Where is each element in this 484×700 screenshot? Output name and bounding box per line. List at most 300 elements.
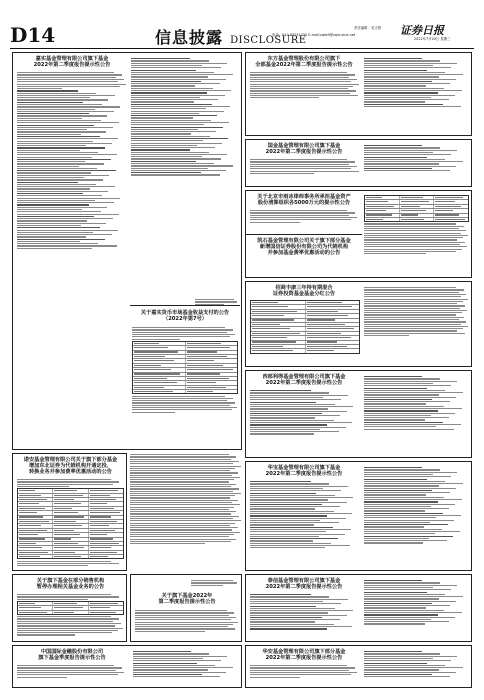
notice-body xyxy=(132,326,238,414)
text-line xyxy=(364,335,409,336)
cell-text-line xyxy=(54,552,75,553)
fund-list-line xyxy=(17,99,108,100)
cell-text-line xyxy=(134,347,168,348)
fund-list-line xyxy=(250,493,316,494)
notice-body-left xyxy=(250,209,360,224)
fund-list-line xyxy=(17,113,89,114)
table-cell xyxy=(18,516,53,519)
text-line xyxy=(364,299,468,300)
cell-text-line xyxy=(134,378,167,379)
notice-header-lines xyxy=(191,579,239,587)
table-cell xyxy=(434,209,468,212)
text-line xyxy=(17,616,111,617)
cell-text-line xyxy=(252,328,290,329)
fund-list-line xyxy=(364,147,440,148)
fund-list-line xyxy=(17,161,85,162)
text-line xyxy=(17,599,88,600)
fund-list-line xyxy=(364,157,427,158)
text-line xyxy=(17,84,126,85)
fund-list-line xyxy=(131,63,227,64)
header-rule xyxy=(10,48,474,49)
fund-list-line xyxy=(131,106,230,107)
table-cell xyxy=(18,511,53,514)
fund-list-line xyxy=(250,610,353,611)
fund-list-line xyxy=(364,413,455,414)
fund-list-line xyxy=(250,612,328,613)
text-line xyxy=(364,242,465,243)
fund-list-line xyxy=(250,411,347,412)
text-line xyxy=(130,493,241,494)
fund-list-line xyxy=(17,163,104,164)
table-cell xyxy=(89,546,123,549)
fund-list-line xyxy=(364,70,427,71)
fund-list-line xyxy=(133,658,203,659)
text-line xyxy=(250,88,348,89)
cell-text-line xyxy=(187,382,217,383)
cell-text-line xyxy=(90,547,111,548)
fund-list-line xyxy=(250,536,319,537)
table-grid xyxy=(17,601,124,615)
fund-list-line xyxy=(17,232,93,233)
fund-list-line xyxy=(364,506,431,507)
text-line xyxy=(364,321,466,322)
page-number: D14 xyxy=(10,23,56,47)
fund-list-line xyxy=(364,476,451,477)
fund-list-line xyxy=(250,601,323,602)
table-cell xyxy=(251,332,306,335)
cell-text-line xyxy=(90,534,107,535)
text-block xyxy=(195,299,239,305)
fund-list-line xyxy=(131,136,210,137)
text-line xyxy=(130,491,233,492)
notice-body-right xyxy=(364,579,469,626)
fund-list-line xyxy=(17,102,83,103)
table-cell xyxy=(133,351,186,354)
text-line xyxy=(250,159,347,160)
fund-list-line xyxy=(17,145,86,146)
text-line xyxy=(130,497,230,498)
table-cell xyxy=(186,373,238,376)
table-cell xyxy=(18,551,53,554)
cell-text-line xyxy=(19,538,45,539)
table-cell xyxy=(133,368,186,371)
text-block xyxy=(250,159,360,174)
cell-text-line xyxy=(90,508,114,509)
fund-list-line xyxy=(364,585,457,586)
cell-text-line xyxy=(19,512,37,513)
text-line xyxy=(135,624,233,625)
fund-list-line xyxy=(250,481,311,482)
cell-text-line xyxy=(19,503,39,504)
cell-text-line xyxy=(366,219,383,220)
fund-list-line xyxy=(364,469,440,470)
text-line xyxy=(135,610,227,611)
table-cell xyxy=(434,205,468,208)
fund-list-line xyxy=(131,60,209,61)
fund-list-line xyxy=(131,115,217,116)
table-cell xyxy=(133,377,186,380)
fund-list-line xyxy=(364,499,462,500)
fund-list-line xyxy=(131,101,194,102)
text-line xyxy=(364,294,466,295)
table-cell xyxy=(53,546,88,549)
text-line xyxy=(130,475,232,476)
cell-text-line xyxy=(307,350,334,351)
table-cell xyxy=(18,533,53,536)
fund-list-line xyxy=(364,485,439,486)
notice-body xyxy=(135,609,239,633)
fund-list xyxy=(364,651,469,677)
cell-text-line xyxy=(90,499,116,500)
fund-list-line xyxy=(364,150,457,151)
table-cell xyxy=(18,498,53,501)
cell-text-line xyxy=(134,373,180,374)
notice-title: 嘉实基金管理有限公司旗下基金 2022年第二季度报告提示性公告 xyxy=(33,56,111,69)
fund-list-line xyxy=(131,104,212,105)
fund-table xyxy=(17,601,124,615)
fund-list-line xyxy=(364,106,461,107)
table-cell xyxy=(53,494,88,497)
table-cell xyxy=(251,319,306,322)
fund-list-line xyxy=(17,200,95,201)
fund-list-line xyxy=(250,417,315,418)
table-cell xyxy=(53,511,88,514)
contact-line: 电话：010-83251730 E-mail:zqrb9@zqrb.sina.net xyxy=(272,33,356,37)
fund-list-line xyxy=(250,406,353,407)
text-line xyxy=(130,472,238,473)
text-line xyxy=(135,617,236,618)
fund-list-line xyxy=(250,626,352,627)
text-line xyxy=(17,79,124,80)
table-cell xyxy=(18,602,53,605)
text-line xyxy=(132,405,230,406)
fund-list-line xyxy=(131,145,197,146)
table-cell xyxy=(133,386,186,389)
cell-text-line xyxy=(401,197,423,198)
text-block xyxy=(17,665,127,678)
cell-text-line xyxy=(187,360,214,361)
notice-title: 西部利得基金管理有限公司旗下基金 2022年第二季度报告提示性公告 xyxy=(262,374,346,387)
fund-list-line xyxy=(364,490,432,491)
fund-list-line xyxy=(131,163,214,164)
fund-list-line xyxy=(364,483,463,484)
fund-list-line xyxy=(364,159,445,160)
fund-list-line xyxy=(364,526,424,527)
text-block xyxy=(135,610,239,632)
fund-list-line xyxy=(250,502,347,503)
notice-yubing-law-firm xyxy=(245,190,472,278)
fund-list-line xyxy=(250,427,346,428)
text-line xyxy=(250,164,349,165)
fund-list-line xyxy=(364,472,457,473)
fund-list-line xyxy=(250,392,329,393)
fund-list-line xyxy=(17,234,112,235)
fund-list-line xyxy=(250,540,313,541)
table-cell xyxy=(186,386,238,389)
text-line xyxy=(130,532,240,533)
fund-list-line xyxy=(364,90,462,91)
text-line xyxy=(250,670,349,671)
cell-text-line xyxy=(19,525,41,526)
fund-list-line xyxy=(131,172,201,173)
notice-body-left xyxy=(17,664,127,679)
table-grid xyxy=(17,488,124,559)
notice-taixin-q2-report xyxy=(245,574,472,642)
text-block xyxy=(191,580,239,586)
fund-list-line xyxy=(131,131,216,132)
text-line xyxy=(364,303,457,304)
table-cell xyxy=(306,310,360,313)
fund-list-line xyxy=(131,70,196,71)
fund-list-line xyxy=(250,524,314,525)
text-line xyxy=(364,312,462,313)
table-cell xyxy=(53,538,88,541)
text-line xyxy=(130,518,233,519)
fund-list-line xyxy=(131,74,233,75)
fund-list-line xyxy=(364,406,444,407)
fund-list-line xyxy=(17,136,100,137)
notice-body-right xyxy=(133,650,239,678)
text-line xyxy=(250,665,347,666)
fund-list-line xyxy=(364,605,450,606)
cell-text-line xyxy=(90,538,113,539)
date-line: 2022年7月20日 星期三 xyxy=(414,37,451,41)
table-cell xyxy=(18,546,53,549)
section-title-cn: 信息披露 xyxy=(155,28,224,47)
text-line xyxy=(130,454,229,455)
fund-list-line xyxy=(17,241,80,242)
editor-line: 责任编辑：吴文婷 xyxy=(354,26,382,30)
text-line xyxy=(135,612,234,613)
text-block xyxy=(17,72,127,89)
text-line xyxy=(130,456,236,457)
text-line xyxy=(250,168,351,169)
text-line xyxy=(130,541,231,542)
fund-list-line xyxy=(131,92,207,93)
fund-list-line xyxy=(17,214,119,215)
text-block xyxy=(250,210,360,223)
text-line xyxy=(364,326,468,327)
table-cell xyxy=(186,346,238,349)
fund-list-line xyxy=(364,515,461,516)
fund-list-line xyxy=(250,545,350,546)
fund-list-line xyxy=(17,191,108,192)
text-line xyxy=(135,631,205,632)
fund-list-line xyxy=(364,403,426,404)
notice-title: 关于旗下基金2022年 第二季度报告提示性公告 xyxy=(158,593,216,606)
fund-list-line xyxy=(133,660,221,661)
fund-list-line xyxy=(250,603,341,604)
fund-list-line xyxy=(364,651,422,652)
fund-list-line xyxy=(131,90,231,91)
cell-text-line xyxy=(134,343,159,344)
table-cell xyxy=(306,327,360,330)
fund-list-line xyxy=(131,165,233,166)
fund-list-line xyxy=(364,536,453,537)
notice-suspend-sales-agents xyxy=(12,574,127,642)
table-cell xyxy=(53,524,88,527)
fund-list-line xyxy=(131,117,193,118)
table-cell xyxy=(89,606,123,609)
fund-list-line xyxy=(131,79,226,80)
notice-dongfang-q2-report xyxy=(245,52,472,136)
table-cell xyxy=(18,529,53,532)
table-cell xyxy=(53,533,88,536)
fund-list-line xyxy=(364,168,432,169)
fund-list-line xyxy=(17,230,118,231)
cell-text-line xyxy=(252,346,283,347)
table-cell xyxy=(306,336,360,339)
fund-list-line xyxy=(17,243,98,244)
cell-text-line xyxy=(435,206,461,207)
table-cell xyxy=(251,314,306,317)
cell-text-line xyxy=(90,503,108,504)
table-cell xyxy=(251,301,306,304)
cell-text-line xyxy=(134,356,165,357)
text-line xyxy=(17,621,113,622)
fund-list-line xyxy=(131,154,227,155)
text-line xyxy=(130,468,235,469)
text-line xyxy=(250,667,355,668)
table-cell xyxy=(400,205,435,208)
fund-list-line xyxy=(364,397,456,398)
fund-list-line xyxy=(131,81,201,82)
cell-text-line xyxy=(19,490,35,491)
fund-list-line xyxy=(250,513,352,514)
fund-list-line xyxy=(17,179,103,180)
notice-title: 诺安基金管理有限公司关于旗下部分基金 增加东北证券为代销机构开通定投、 转换业务并参加费率优惠活动的公告 xyxy=(23,457,118,476)
fund-list-line xyxy=(133,667,233,668)
fund-list-line xyxy=(364,58,422,59)
fund-list-line xyxy=(17,152,98,153)
fund-list-line xyxy=(364,65,433,66)
notice-body-left xyxy=(250,664,360,679)
fund-list-line xyxy=(250,413,322,414)
fund-list-line xyxy=(17,154,117,155)
text-line xyxy=(250,90,356,91)
cell-text-line xyxy=(134,382,177,383)
fund-list-line xyxy=(250,619,340,620)
fund-list-line xyxy=(364,170,450,171)
text-line xyxy=(130,486,231,487)
fund-list-line xyxy=(364,522,430,523)
text-line xyxy=(130,502,232,503)
fund-list xyxy=(250,390,360,435)
fund-list xyxy=(133,651,239,677)
cell-text-line xyxy=(401,214,418,215)
fund-list-line xyxy=(364,612,462,613)
table-cell xyxy=(18,606,53,609)
table-cell xyxy=(306,305,360,308)
cell-text-line xyxy=(19,534,38,535)
cell-text-line xyxy=(90,612,116,613)
fund-list-line xyxy=(364,399,432,400)
text-line xyxy=(17,630,118,631)
fund-list-line xyxy=(17,170,116,171)
fund-list-line xyxy=(364,517,436,518)
text-line xyxy=(135,615,229,616)
fund-list-line xyxy=(17,216,94,217)
table-cell xyxy=(133,381,186,384)
fund-list xyxy=(364,376,469,430)
notice-body-left xyxy=(250,71,360,99)
cell-text-line xyxy=(187,356,227,357)
fund-list-line xyxy=(131,127,223,128)
fund-list-line xyxy=(131,83,220,84)
fund-list-line xyxy=(133,656,227,657)
text-line xyxy=(364,233,461,234)
fund-list-line xyxy=(131,95,225,96)
cell-text-line xyxy=(366,201,388,202)
cell-text-line xyxy=(90,495,110,496)
text-line xyxy=(250,74,355,75)
notice-title: 华安基金管理有限公司旗下部分基金 2022年第二季度报告提示性公告 xyxy=(262,649,346,662)
text-line xyxy=(132,400,227,401)
fund-list-line xyxy=(250,547,325,548)
fund-list-line xyxy=(131,65,202,66)
fund-list-line xyxy=(364,665,445,666)
fund-list-line xyxy=(364,63,457,64)
fund-list xyxy=(250,594,360,629)
fund-list-line xyxy=(364,474,433,475)
fund-list-line xyxy=(131,76,208,77)
fund-list-line xyxy=(131,72,214,73)
fund-list-line xyxy=(250,615,347,616)
fund-list-line xyxy=(17,106,120,107)
fund-list-line xyxy=(364,479,427,480)
fund-list-line xyxy=(250,628,327,629)
cell-text-line xyxy=(54,503,80,504)
table-cell xyxy=(89,555,123,558)
text-line xyxy=(17,628,123,629)
text-line xyxy=(364,237,463,238)
text-line xyxy=(132,334,235,335)
table-cell xyxy=(89,507,123,510)
fund-list-line xyxy=(131,122,229,123)
text-line xyxy=(132,336,230,337)
cell-text-line xyxy=(54,547,83,548)
cell-text-line xyxy=(366,206,394,207)
text-block xyxy=(17,479,124,487)
fund-list-line xyxy=(364,88,444,89)
cell-text-line xyxy=(19,547,42,548)
cell-text-line xyxy=(134,369,171,370)
text-line xyxy=(130,534,234,535)
fund-list-line xyxy=(364,672,456,673)
table-cell xyxy=(365,200,400,203)
table-cell xyxy=(306,323,360,326)
notice-body xyxy=(17,478,124,567)
table-cell xyxy=(251,345,306,348)
fund-list-line xyxy=(364,674,432,675)
fund-list-line xyxy=(364,504,455,505)
fund-list-line xyxy=(131,140,203,141)
text-line xyxy=(132,339,180,340)
fund-list-line xyxy=(250,606,316,607)
notice-q2-report-generic xyxy=(130,574,242,642)
fund-list-line xyxy=(364,388,427,389)
notice-title: 关于北京市雨冰律师事务所承担基金资产 股份清算组织各5000万元的提示性公告 xyxy=(257,194,351,207)
fund-list-line xyxy=(250,433,314,434)
fund-list-line xyxy=(364,424,461,425)
cell-text-line xyxy=(54,495,82,496)
fund-list-line xyxy=(364,401,450,402)
text-line xyxy=(17,565,88,566)
cell-text-line xyxy=(19,508,45,509)
text-line xyxy=(132,332,227,333)
fund-list-line xyxy=(17,227,100,228)
fund-list-line xyxy=(17,150,80,151)
